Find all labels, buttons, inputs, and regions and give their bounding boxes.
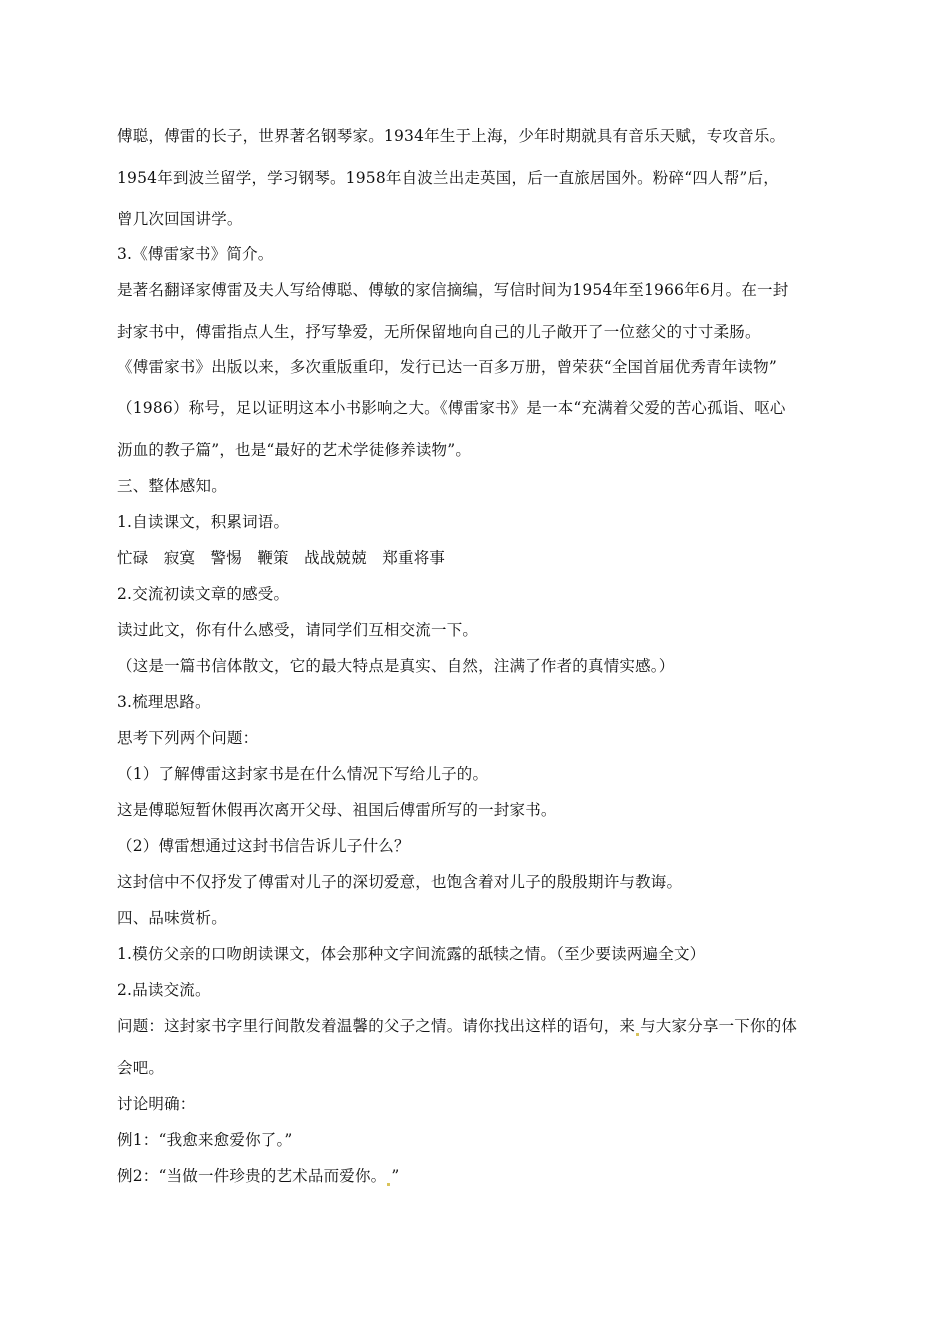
paragraph-line: 1954年到波兰留学，学习钢琴。1958年自波兰出走英国，后一直旅居国外。粉碎“四人帮”后， <box>117 169 779 187</box>
paragraph-line: （这是一篇书信体散文，它的最大特点是真实、自然，注满了作者的真情实感。） <box>117 657 675 675</box>
section-heading: 四、品味赏析。 <box>117 909 227 927</box>
question-line: （2）傅雷想通过这封书信告诉儿子什么？ <box>117 837 410 855</box>
paragraph-line: 沥血的教子篇”，也是“最好的艺术学徒修养读物”。 <box>117 441 472 459</box>
subsection-heading: 3.梳理思路。 <box>117 693 211 711</box>
paragraph-segment: 与大家分享一下你的体 <box>640 1017 798 1035</box>
subsection-heading: 2.品读交流。 <box>117 981 211 999</box>
paragraph-line <box>117 1016 797 1036</box>
subsection-heading: 2.交流初读文章的感受。 <box>117 585 290 603</box>
paragraph-line: 思考下列两个问题： <box>117 729 259 747</box>
paragraph-line: 封家书中，傅雷指点人生，抒写挚爱，无所保留地向自己的儿子敞开了一位慈父的寸寸柔肠。 <box>117 323 761 341</box>
mark-dot <box>636 1033 639 1036</box>
paragraph-line: 会吧。 <box>117 1059 165 1077</box>
question-line: （1）了解傅雷这封家书是在什么情况下写给儿子的。 <box>117 765 489 783</box>
example-segment: 例2：“当做一件珍贵的艺术品而爱你。 <box>117 1167 387 1185</box>
paragraph-line: （1986）称号，足以证明这本小书影响之大。《傅雷家书》是一本“充满着父爱的苦心孤诣、呕心 <box>117 399 786 417</box>
example-segment: ” <box>391 1167 400 1185</box>
paragraph-line: 傅聪，傅雷的长子，世界著名钢琴家。1934年生于上海，少年时期就具有音乐天赋，专攻音乐。 <box>117 127 786 145</box>
section-heading: 3.《傅雷家书》简介。 <box>117 245 274 263</box>
paragraph-line: 读过此文，你有什么感受，请同学们互相交流一下。 <box>117 621 479 639</box>
vocabulary-list: 忙碌 寂寞 警惕 鞭策 战战兢兢 郑重将事 <box>117 549 446 567</box>
subsection-heading: 1.模仿父亲的口吻朗读课文，体会那种文字间流露的舐犊之情。（至少要读两遍全文） <box>117 945 706 963</box>
paragraph-line: 《傅雷家书》出版以来，多次重版重印，发行已达一百多万册，曾荣获“全国首届优秀青年读物” <box>117 358 777 376</box>
answer-line: 这是傅聪短暂休假再次离开父母、祖国后傅雷所写的一封家书。 <box>117 801 557 819</box>
paragraph-line: 讨论明确： <box>117 1095 196 1113</box>
example-line: 例1：“我愈来愈爱你了。” <box>117 1131 293 1149</box>
mark-dot <box>387 1183 390 1186</box>
paragraph-line: 是著名翻译家傅雷及夫人写给傅聪、傅敏的家信摘编，写信时间为1954年至1966年6月。在一封 <box>117 281 789 299</box>
example-line <box>117 1166 400 1186</box>
section-heading: 三、整体感知。 <box>117 477 227 495</box>
subsection-heading: 1.自读课文，积累词语。 <box>117 513 290 531</box>
paragraph-segment: 问题：这封家书字里行间散发着温馨的父子之情。请你找出这样的语句，来 <box>117 1017 636 1035</box>
paragraph-line: 曾几次回国讲学。 <box>117 210 243 228</box>
answer-line: 这封信中不仅抒发了傅雷对儿子的深切爱意，也饱含着对儿子的殷殷期许与教诲。 <box>117 873 683 891</box>
